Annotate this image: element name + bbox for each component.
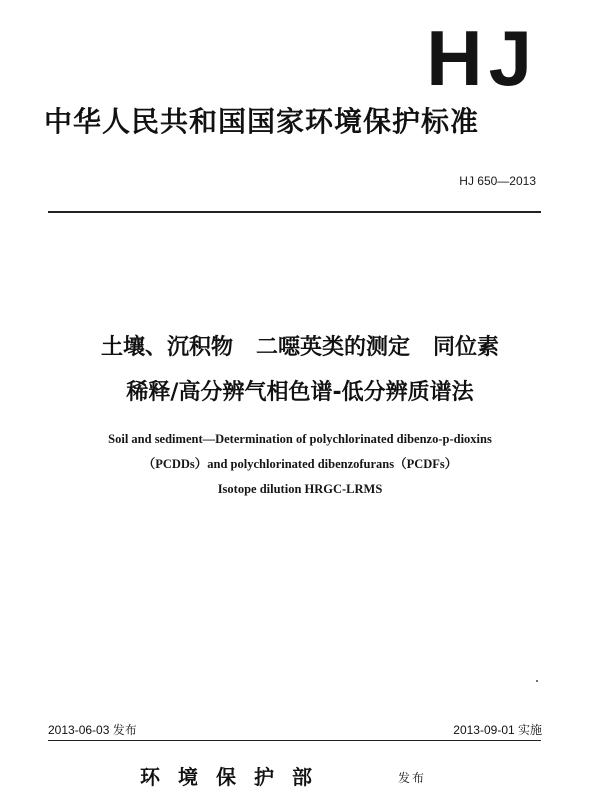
top-divider	[48, 211, 541, 213]
effective-date: 2013-09-01 实施	[453, 723, 542, 737]
standard-number: HJ 650—2013	[459, 174, 536, 188]
publisher-name: 环境保护部	[140, 765, 330, 789]
english-title-line-3: Isotope dilution HRGC-LRMS	[217, 482, 383, 496]
chinese-title-line-2: 稀释/高分辨气相色谱-低分辨质谱法	[126, 380, 474, 405]
issuer-title: 中华人民共和国国家环境保护标准	[44, 105, 480, 138]
hj-logo: HJ	[426, 14, 538, 102]
chinese-title-line-1: 土壤、沉积物 二噁英类的测定 同位素	[101, 335, 499, 360]
scan-speck	[536, 680, 538, 682]
english-title-line-2: （PCDDs）and polychlorinated dibenzofurans（PCDFs）	[142, 457, 458, 471]
english-title-line-1: Soil and sediment—Determination of polychlorinated dibenzo-p-dioxins	[108, 432, 492, 446]
release-date: 2013-06-03 发布	[48, 723, 137, 737]
bottom-divider	[48, 740, 541, 741]
publisher-suffix: 发布	[398, 771, 427, 785]
